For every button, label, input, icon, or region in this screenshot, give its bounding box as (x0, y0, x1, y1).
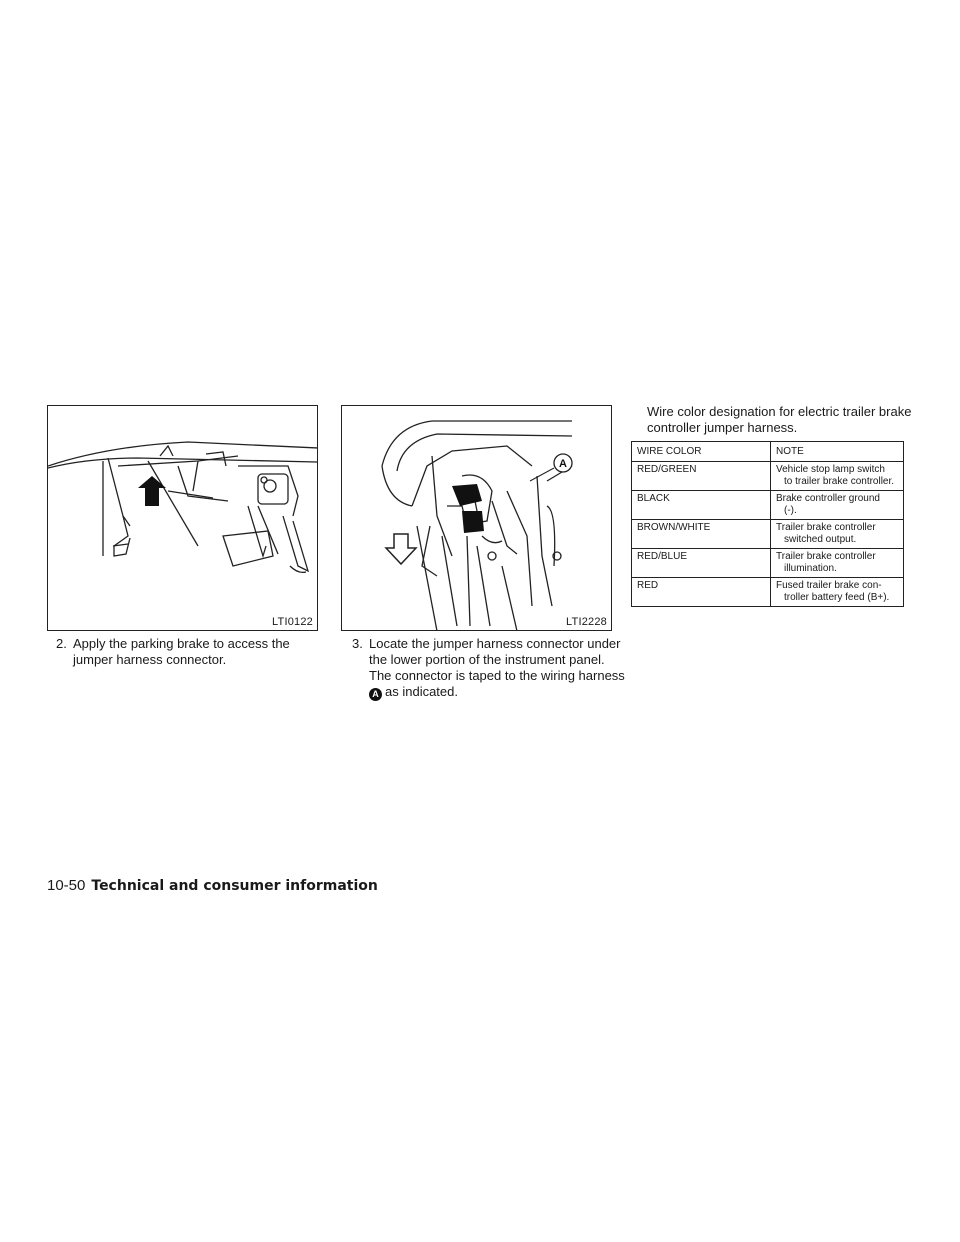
callout-a-icon: A (369, 688, 382, 701)
table-intro (647, 404, 912, 436)
wire-color-cell: RED/BLUE (632, 549, 771, 578)
step-text-line: Apply the parking brake to access the (73, 636, 290, 651)
wire-color-cell: RED/GREEN (632, 462, 771, 491)
down-arrow-icon (386, 534, 416, 564)
table-row (632, 549, 904, 578)
step-2 (56, 636, 318, 668)
wire-color-cell: RED (632, 578, 771, 607)
figure-harness-connector (341, 405, 612, 631)
table-header-row (632, 442, 904, 462)
table-row (632, 578, 904, 607)
wire-color-cell: BLACK (632, 491, 771, 520)
parking-brake-illustration (48, 406, 318, 631)
wire-color-table (631, 441, 904, 607)
intro-line: Wire color designation for electric trailer brake (647, 404, 912, 419)
figure-parking-brake (47, 405, 318, 631)
table-row (632, 520, 904, 549)
note-line: Brake controller ground (776, 493, 880, 504)
note-line: Trailer brake controller (776, 551, 876, 562)
figure-code: LTI2228 (566, 616, 607, 628)
note-cell (771, 549, 904, 578)
note-line: illumination. (784, 563, 837, 574)
step-text-line: jumper harness connector. (73, 652, 227, 667)
step-text-line: Locate the jumper harness connector under (369, 636, 621, 651)
note-cell (771, 491, 904, 520)
note-line: Fused trailer brake con- (776, 580, 882, 591)
note-line: switched output. (784, 534, 857, 545)
table-row (632, 462, 904, 491)
intro-line: controller jumper harness. (647, 420, 798, 435)
table-row (632, 491, 904, 520)
note-cell (771, 462, 904, 491)
section-title: Technical and consumer information (91, 878, 378, 894)
note-line: Trailer brake controller (776, 522, 876, 533)
note-line: (-). (784, 505, 797, 516)
wire-color-cell: BROWN/WHITE (632, 520, 771, 549)
column-header-wire-color: WIRE COLOR (632, 442, 771, 462)
note-line: troller battery feed (B+). (784, 592, 890, 603)
note-cell (771, 578, 904, 607)
page-footer (47, 877, 378, 894)
figure-code: LTI0122 (272, 616, 313, 628)
note-line: Vehicle stop lamp switch (776, 464, 885, 475)
step-text-line: as indicated. (385, 684, 458, 699)
up-arrow-icon (138, 476, 166, 506)
column-header-note: NOTE (771, 442, 904, 462)
step-number: 3. (352, 636, 363, 651)
harness-connector-illustration (342, 406, 612, 631)
callout-a-marker (554, 454, 572, 472)
step-text-line: The connector is taped to the wiring harness (369, 668, 625, 683)
step-number: 2. (56, 636, 67, 651)
page-number: 10-50 (47, 877, 86, 894)
note-cell (771, 520, 904, 549)
step-3 (352, 636, 625, 701)
callout-a-label: A (559, 458, 567, 470)
note-line: to trailer brake controller. (784, 476, 895, 487)
step-text-line: the lower portion of the instrument panel. (369, 652, 605, 667)
